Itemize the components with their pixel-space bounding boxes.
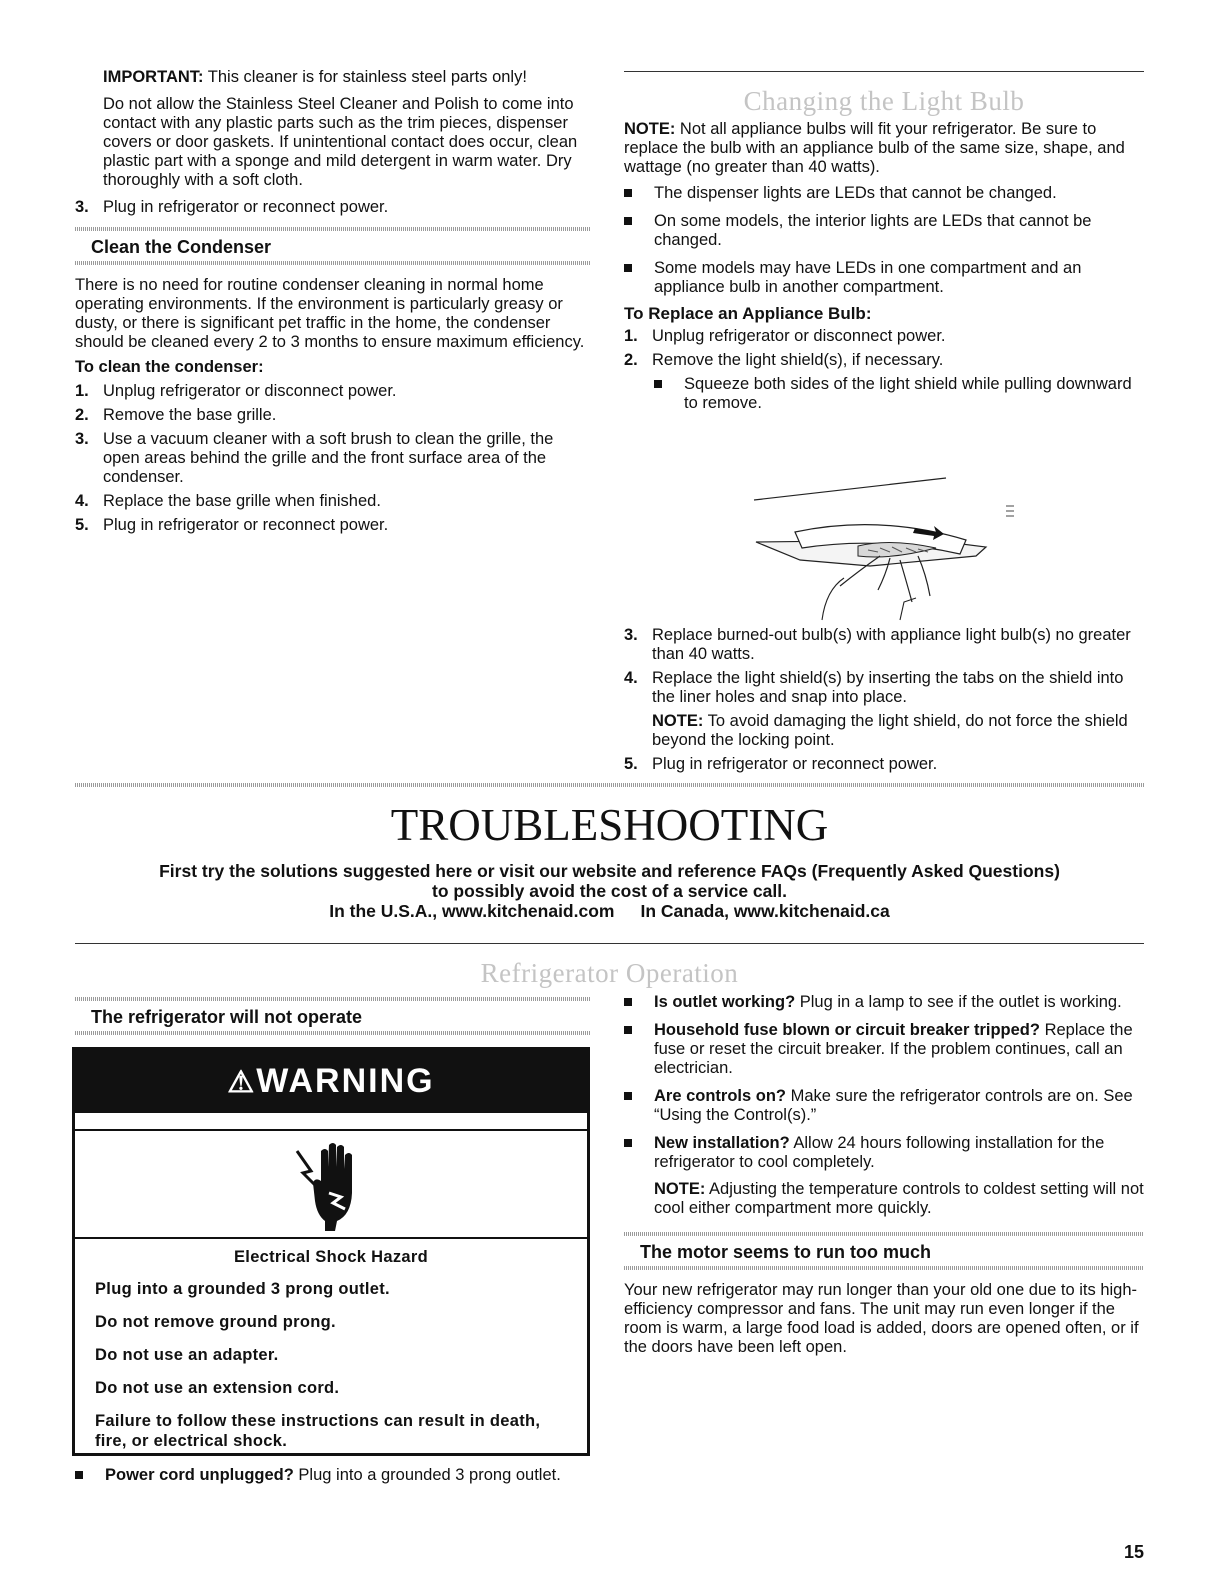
note-text: To avoid damaging the light shield, do not force the shield beyond the locking point. <box>652 712 1128 749</box>
divider <box>624 71 1144 72</box>
list-item: The dispenser lights are LEDs that cannot be changed. <box>624 184 1144 203</box>
website-line <box>75 901 1144 921</box>
step-text: Replace the base grille when finished. <box>103 492 381 510</box>
shock-hazard-area <box>75 1131 587 1237</box>
plug-in-step <box>75 198 590 217</box>
condenser-heading: Clean the Condenser <box>91 237 272 257</box>
light-shield-illustration <box>740 470 1040 625</box>
step-text: Plug in refrigerator or reconnect power. <box>103 198 389 216</box>
important-label: IMPORTANT: <box>103 68 204 86</box>
power-cord-item <box>75 1466 595 1494</box>
list-item: Squeeze both sides of the light shield while pulling downward to remove. <box>654 375 1144 413</box>
step4-note <box>624 712 1144 750</box>
warning-hazard-title: Electrical Shock Hazard <box>234 1248 428 1266</box>
divider <box>75 1237 587 1239</box>
step-number: 1. <box>75 382 89 400</box>
right-top-column <box>624 71 1144 422</box>
warning-header <box>75 1050 587 1113</box>
divider <box>624 1266 1144 1270</box>
operation-section-title: Refrigerator Operation <box>480 958 739 988</box>
warning-line: Do not use an adapter. <box>95 1346 279 1364</box>
usa-website-link[interactable]: In the U.S.A., www.kitchenaid.com <box>329 901 615 921</box>
warning-line: Do not use an extension cord. <box>95 1379 340 1397</box>
list-item <box>624 1087 1144 1125</box>
canada-website-link[interactable]: In Canada, www.kitchenaid.ca <box>640 901 890 921</box>
divider <box>75 261 590 265</box>
answer: Allow 24 hours following installation for the refrigerator to cool completely. <box>654 1134 1105 1171</box>
right-lower-steps <box>624 626 1144 779</box>
replace-steps-c <box>624 755 1144 774</box>
step-number: 4. <box>624 669 638 687</box>
troubleshooting-title: TROUBLESHOOTING <box>390 800 829 850</box>
note-label: NOTE: <box>624 120 676 138</box>
step-number: 5. <box>624 755 638 773</box>
divider <box>75 783 1144 787</box>
bulb-bullets <box>624 184 1144 297</box>
page-number: 15 <box>1123 1542 1144 1562</box>
step-text: Remove the light shield(s), if necessary. <box>652 351 944 369</box>
operation-checks <box>624 993 1144 1172</box>
note-text: Not all appliance bulbs will fit your refrigerator. Be sure to replace the bulb with an appliance bulb of the same size, shape, and wattage (no greater than 40 watts). <box>624 120 1125 176</box>
list-item <box>75 198 590 217</box>
important-note <box>75 68 590 87</box>
note-text: Adjusting the temperature controls to coldest setting will not cool either compartment more quickly. <box>654 1180 1144 1217</box>
step-text: Replace burned-out bulb(s) with appliance light bulb(s) no greater than 40 watts. <box>652 626 1131 663</box>
condenser-steps <box>75 382 590 535</box>
step-number: 2. <box>75 406 89 424</box>
replace-bulb-heading: To Replace an Appliance Bulb: <box>624 304 872 323</box>
list-item <box>75 516 590 535</box>
list-item: Some models may have LEDs in one compartment and an appliance bulb in another compartment. <box>624 259 1144 297</box>
warning-lines <box>75 1279 587 1451</box>
list-item <box>624 993 1144 1012</box>
step-number: 4. <box>75 492 89 510</box>
question: Is outlet working? <box>654 993 796 1011</box>
list-item <box>624 327 1144 346</box>
list-item <box>75 1466 595 1485</box>
divider <box>75 943 1144 944</box>
intro-line-1: First try the solutions suggested here or visit our website and reference FAQs (Frequently Asked Questions) <box>159 861 1060 881</box>
step-number: 3. <box>75 198 89 216</box>
replace-sub-bullet <box>624 375 1144 413</box>
step-text: Remove the base grille. <box>103 406 277 424</box>
step-text: Unplug refrigerator or disconnect power. <box>652 327 946 345</box>
warning-line: Plug into a grounded 3 prong outlet. <box>95 1280 390 1298</box>
note-label: NOTE: <box>652 712 704 730</box>
warning-box <box>72 1047 590 1456</box>
right-bottom-column <box>624 993 1144 1357</box>
step-text: Unplug refrigerator or disconnect power. <box>103 382 397 400</box>
electric-shock-hand-icon <box>291 1137 371 1233</box>
motor-text: Your new refrigerator may run longer than your old one due to its high-efficiency compressor and fans. The unit may run even longer if the room is warm, a large food load is added, doors are opened often, or if the doors have been left open. <box>624 1281 1139 1356</box>
warning-triangle-icon: ⚠ <box>227 1066 257 1099</box>
step-number: 3. <box>75 430 89 448</box>
step-number: 2. <box>624 351 638 369</box>
list-item <box>75 382 590 401</box>
warning-line: Failure to follow these instructions can result in death, fire, or electrical shock. <box>95 1412 541 1450</box>
motor-heading: The motor seems to run too much <box>640 1242 932 1262</box>
question: Are controls on? <box>654 1087 787 1105</box>
list-item <box>624 1021 1144 1078</box>
list-item <box>624 755 1144 774</box>
step-text: Replace the light shield(s) by inserting the tabs on the shield into the liner holes and snap into place. <box>652 669 1124 706</box>
intro-line-2: to possibly avoid the cost of a service call. <box>432 881 787 901</box>
list-item <box>624 669 1144 707</box>
install-note <box>624 1180 1144 1218</box>
condenser-intro: There is no need for routine condenser cleaning in normal home operating environments. If the environment is particularly greasy or dusty, or there is significant pet traffic in the home, the condenser should be cleaned every 2 to 3 months to ensure maximum efficiency. <box>75 276 585 351</box>
step-text: Plug in refrigerator or reconnect power. <box>652 755 938 773</box>
important-text: This cleaner is for stainless steel parts only! <box>203 68 527 86</box>
left-top-column <box>75 68 590 540</box>
question: New installation? <box>654 1134 790 1152</box>
warning-title: WARNING <box>256 1062 435 1100</box>
step-number: 5. <box>75 516 89 534</box>
step-text: Use a vacuum cleaner with a soft brush to clean the grille, the open areas behind the grille and the front surface area of the condenser. <box>103 430 554 486</box>
list-item <box>624 1134 1144 1172</box>
question: Household fuse blown or circuit breaker tripped? <box>654 1021 1040 1039</box>
wont-operate-heading: The refrigerator will not operate <box>91 1007 363 1027</box>
condenser-subheading: To clean the condenser: <box>75 358 264 376</box>
list-item <box>75 406 590 425</box>
answer: Plug in a lamp to see if the outlet is working. <box>795 993 1122 1011</box>
troubleshooting-intro <box>75 861 1144 921</box>
caution-text: Do not allow the Stainless Steel Cleaner and Polish to come into contact with any plastic parts such as the trim pieces, dispenser covers or door gaskets. If unintentional contact does occur, clean plastic part with a sponge and mild detergent in warm water. Dry thoroughly with a soft cloth. <box>103 95 578 189</box>
step-number: 1. <box>624 327 638 345</box>
note-label: NOTE: <box>654 1180 706 1198</box>
step-number: 3. <box>624 626 638 644</box>
bulb-section-title: Changing the Light Bulb <box>743 86 1025 116</box>
list-item <box>75 492 590 511</box>
answer: Replace the fuse or reset the circuit breaker. If the problem continues, call an electrician. <box>654 1021 1133 1077</box>
question: Power cord unplugged? <box>105 1466 294 1484</box>
left-bottom-column <box>75 997 590 1035</box>
list-item: On some models, the interior lights are LEDs that cannot be changed. <box>624 212 1144 250</box>
warning-line: Do not remove ground prong. <box>95 1313 336 1331</box>
list-item <box>624 626 1144 664</box>
replace-steps-b <box>624 626 1144 707</box>
replace-steps-a <box>624 327 1144 370</box>
bulb-note <box>624 120 1144 177</box>
step-text: Plug in refrigerator or reconnect power. <box>103 516 389 534</box>
list-item <box>75 430 590 487</box>
divider <box>75 1031 590 1035</box>
answer: Plug into a grounded 3 prong outlet. <box>293 1466 561 1484</box>
answer: Make sure the refrigerator controls are on. See “Using the Control(s).” <box>654 1087 1133 1124</box>
list-item <box>624 351 1144 370</box>
